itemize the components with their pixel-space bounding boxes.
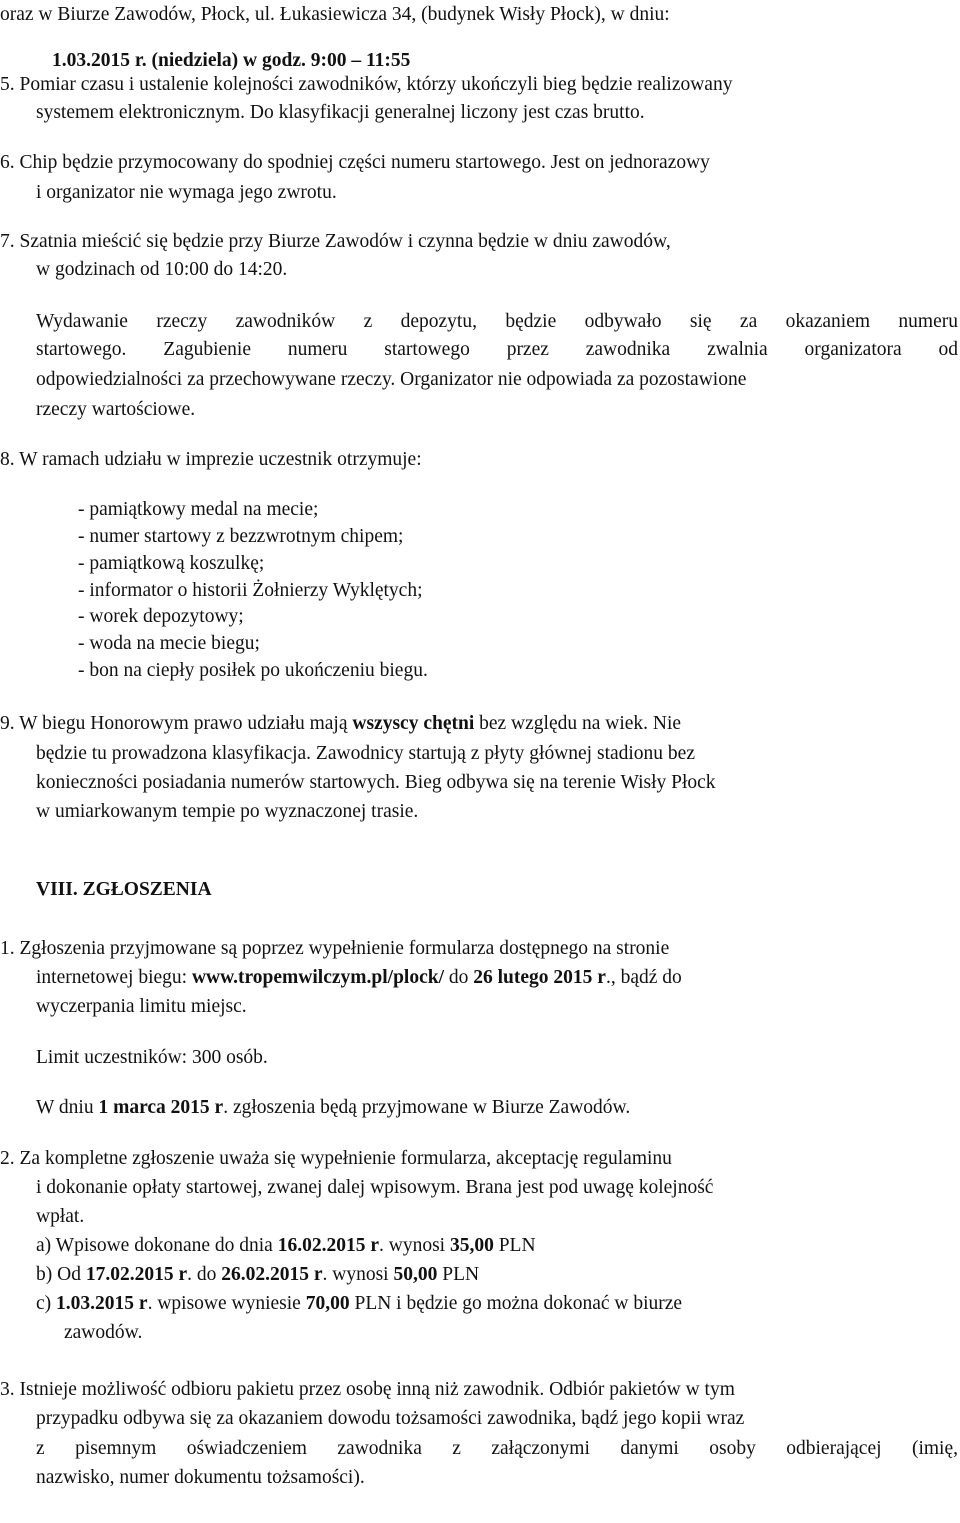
fee-b-amount: 50,00	[393, 1264, 438, 1285]
registration-1-line-2	[36, 966, 682, 990]
registration-2-line-2: i dokonanie opłaty startowej, zwanej dalej wpisowym. Brana jest pod uwagę kolejność	[36, 1177, 714, 1198]
fee-a-text: . wynosi	[378, 1235, 450, 1256]
fee-b-text: . wynosi	[322, 1264, 394, 1285]
intro-date-time: 1.03.2015 r. (niedziela) w godz. 9:00 – 11:55	[52, 50, 411, 71]
registration-2-line-3: wpłat.	[36, 1206, 85, 1227]
paragraph-9-line-2: będzie tu prowadzona klasyfikacja. Zawodnicy startują z płyty głównej stadionu bez	[36, 743, 695, 764]
deposit-line-1: Wydawanie rzeczy zawodników z depozytu, będzie odbywało się za okazaniem numeru	[36, 311, 958, 332]
fee-a-currency: PLN	[493, 1235, 536, 1256]
fee-b-date-from: 17.02.2015 r	[85, 1264, 188, 1285]
list-item: - pamiątkowy medal na mecie;	[78, 499, 319, 520]
fee-b-date-to: 26.02.2015 r	[221, 1264, 323, 1285]
p9-text-c: bez względu na wiek. Nie	[474, 713, 682, 734]
list-item: - numer startowy z bezzwrotnym chipem;	[78, 526, 404, 547]
fee-a-text: a) Wpisowe dokonane do dnia	[36, 1235, 278, 1256]
fee-a	[36, 1234, 536, 1258]
fee-c-date: 1.03.2015 r	[56, 1293, 148, 1314]
registration-3-line-1: 3. Istnieje możliwość odbioru pakietu przez osobę inną niż zawodnik. Odbiór pakietów w tym	[0, 1379, 735, 1400]
section-heading: VIII. ZGŁOSZENIA	[36, 879, 212, 900]
registration-3-line-3: z pisemnym oświadczeniem zawodnika z załączonymi danymi osoby odbierającej (imię,	[36, 1438, 958, 1459]
registration-3-line-2: przypadku odbywa się za okazaniem dowodu tożsamości zawodnika, bądź jego kopii wraz	[36, 1408, 745, 1429]
paragraph-6-line-1: 6. Chip będzie przymocowany do spodniej części numeru startowego. Jest on jednorazowy	[0, 152, 710, 173]
paragraph-7-line-1: 7. Szatnia mieścić się będzie przy Biurze Zawodów i czynna będzie w dniu zawodów,	[0, 231, 671, 252]
deposit-line-3: odpowiedzialności za przechowywane rzeczy. Organizator nie odpowiada za pozostawione	[36, 369, 747, 390]
fee-b-text: . do	[187, 1264, 222, 1285]
fee-c	[36, 1292, 682, 1316]
fee-b	[36, 1263, 479, 1287]
fee-b-currency: PLN	[437, 1264, 480, 1285]
deposit-line-2: startowego. Zagubienie numeru startowego przez zawodnika zwalnia organizatora od	[36, 339, 958, 360]
participant-limit: Limit uczestników: 300 osób.	[36, 1047, 268, 1068]
list-item: - woda na mecie biegu;	[78, 633, 260, 654]
list-item: - pamiątkową koszulkę;	[78, 553, 265, 574]
paragraph-5-line-1: 5. Pomiar czasu i ustalenie kolejności zawodników, którzy ukończyli bieg będzie realizowany	[0, 74, 733, 95]
registration-1-line-1: 1. Zgłoszenia przyjmowane są poprzez wypełnienie formularza dostępnego na stronie	[0, 938, 670, 959]
z1-day-c: . zgłoszenia będą przyjmowane w Biurze Zawodów.	[223, 1097, 631, 1118]
z1-day-a: W dniu	[36, 1097, 99, 1118]
registration-2-line-1: 2. Za kompletne zgłoszenie uważa się wypełnienie formularza, akceptację regulaminu	[0, 1148, 672, 1169]
list-item: - bon na ciepły posiłek po ukończeniu biegu.	[78, 660, 428, 681]
p9-bold-everyone: wszyscy chętni	[352, 713, 475, 734]
fee-a-amount: 35,00	[449, 1235, 494, 1256]
fee-c-line-2: zawodów.	[64, 1322, 143, 1343]
fee-b-text: b) Od	[36, 1264, 86, 1285]
registration-1-line-3: wyczerpania limitu miejsc.	[36, 996, 247, 1017]
z1-text-e: ., bądź do	[605, 967, 682, 988]
z1-text-a: internetowej biegu:	[36, 967, 192, 988]
paragraph-9-line-4: w umiarkowanym tempie po wyznaczonej trasie.	[36, 801, 419, 822]
intro-line-1: oraz w Biurze Zawodów, Płock, ul. Łukasiewicza 34, (budynek Wisły Płock), w dniu:	[0, 4, 670, 25]
paragraph-7-line-2: w godzinach od 10:00 do 14:20.	[36, 259, 288, 280]
fee-c-amount: 70,00	[305, 1293, 350, 1314]
deadline-date: 26 lutego 2015 r	[473, 967, 606, 988]
fee-c-text: . wpisowe wyniesie	[147, 1293, 306, 1314]
fee-c-text: c)	[36, 1293, 57, 1314]
paragraph-5-line-2: systemem elektronicznym. Do klasyfikacji generalnej liczony jest czas brutto.	[36, 102, 645, 123]
paragraph-8-intro: 8. W ramach udziału w imprezie uczestnik otrzymuje:	[0, 449, 422, 470]
paragraph-9-line-3: konieczności posiadania numerów startowych. Bieg odbywa się na terenie Wisły Płock	[36, 772, 716, 793]
website-url: www.tropemwilczym.pl/plock/	[191, 967, 444, 988]
list-item: - informator o historii Żołnierzy Wyklętych;	[78, 580, 423, 601]
fee-a-date: 16.02.2015 r	[277, 1235, 379, 1256]
on-site-registration	[36, 1096, 630, 1120]
race-date: 1 marca 2015 r	[98, 1097, 224, 1118]
registration-3-line-4: nazwisko, numer dokumentu tożsamości).	[36, 1467, 365, 1488]
paragraph-9-line-1	[0, 712, 681, 736]
paragraph-6-line-2: i organizator nie wymaga jego zwrotu.	[36, 182, 337, 203]
fee-c-text: PLN i będzie go można dokonać w biurze	[349, 1293, 683, 1314]
p9-text-a: 9. W biegu Honorowym prawo udziału mają	[0, 713, 353, 734]
z1-text-c: do	[444, 967, 474, 988]
list-item: - worek depozytowy;	[78, 606, 244, 627]
deposit-line-4: rzeczy wartościowe.	[36, 399, 196, 420]
